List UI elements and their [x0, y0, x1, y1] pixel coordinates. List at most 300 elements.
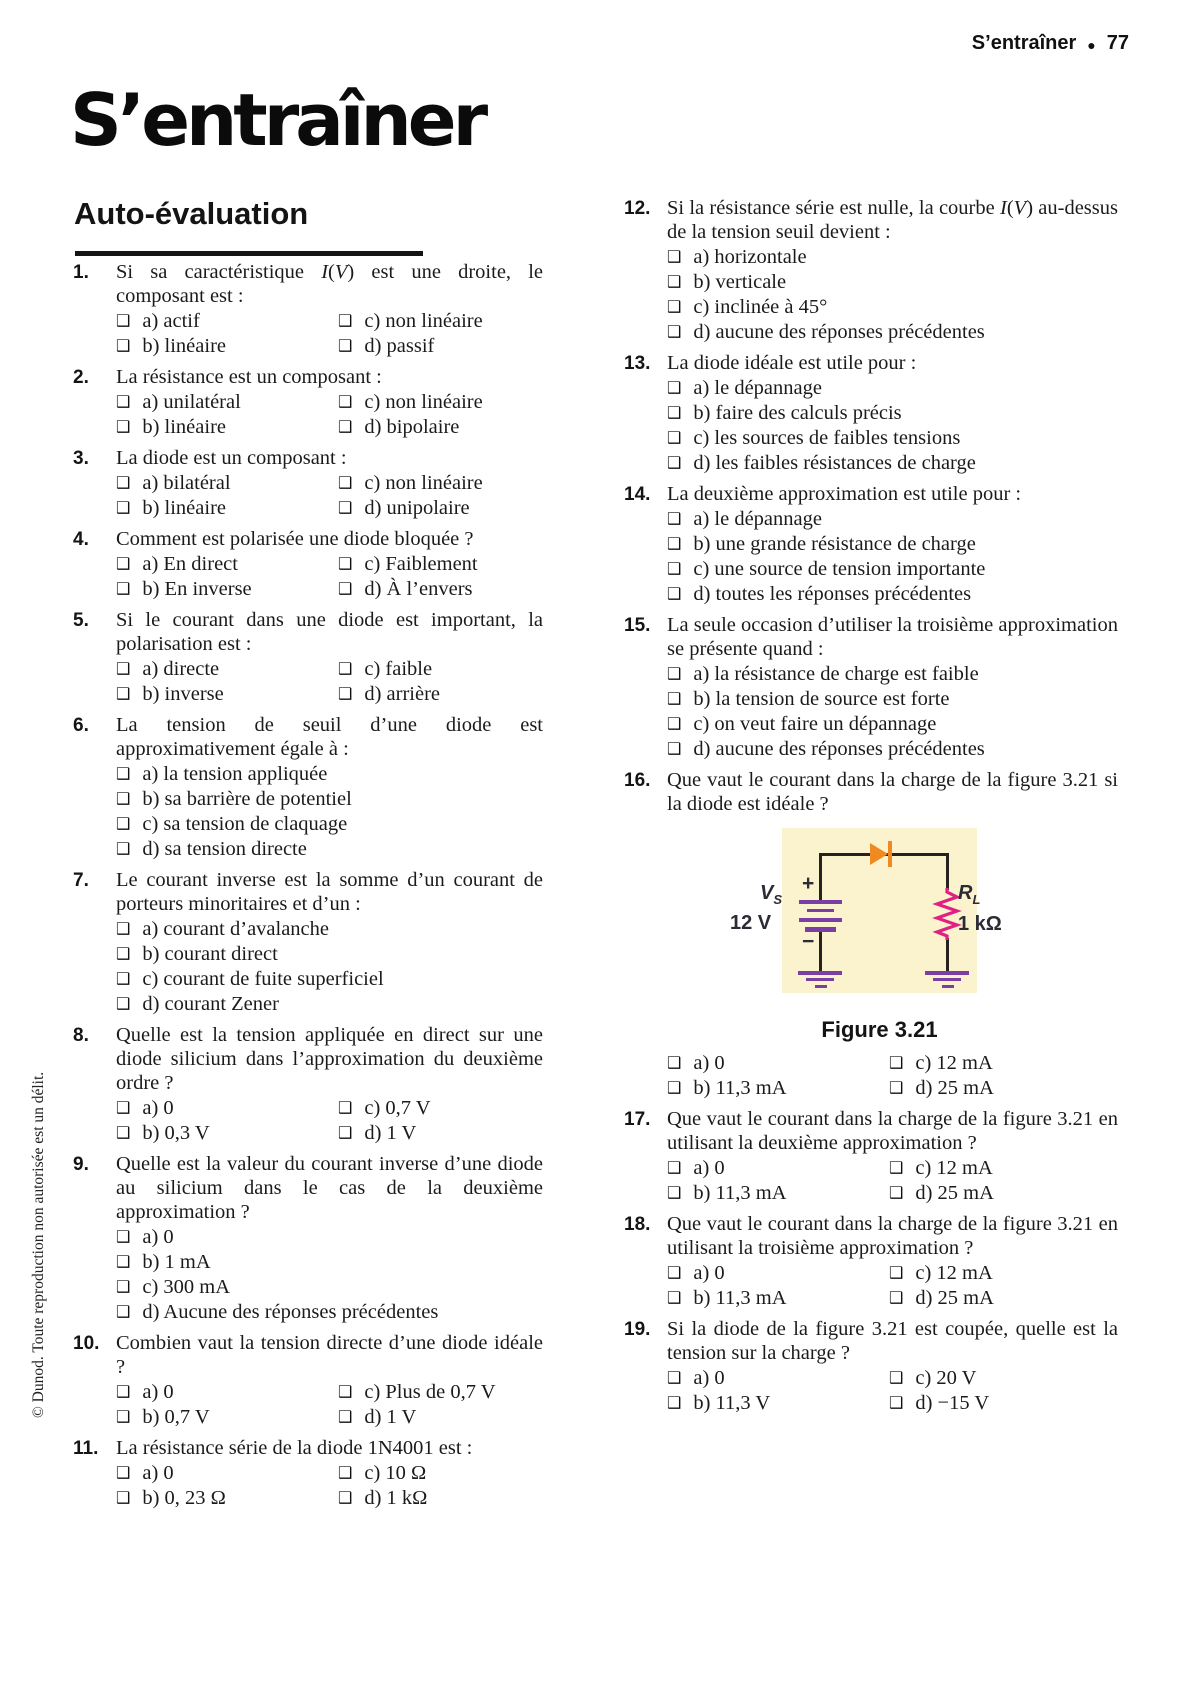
- answer-label: d) bipolaire: [364, 416, 460, 438]
- question-number: 16.: [624, 770, 651, 791]
- checkbox-icon[interactable]: ❑: [116, 579, 131, 598]
- answer-option: [889, 1261, 1118, 1286]
- page-title: S’entraîner: [70, 78, 485, 162]
- diode-cathode-bar: [888, 841, 892, 867]
- answer-label: d) 1 kΩ: [364, 1487, 428, 1509]
- question-text: La résistance est un composant :: [116, 366, 382, 388]
- answer-label: a) courant d’avalanche: [142, 918, 330, 940]
- answer-label: d) 25 mA: [915, 1287, 994, 1309]
- question-text: Le courant inverse est la somme d’un courant de porteurs minoritaires et d’un :: [116, 869, 543, 915]
- ground-icon: [933, 978, 961, 981]
- checkbox-icon[interactable]: ❑: [667, 509, 682, 528]
- answer-label: c) Plus de 0,7 V: [364, 1381, 496, 1403]
- question-number: 7.: [73, 870, 89, 891]
- answer-option: [667, 737, 1118, 762]
- answer-label: b) faire des calculs précis: [693, 402, 902, 424]
- answer-option: [116, 787, 543, 812]
- answer-list: [116, 762, 543, 862]
- answer-option: [889, 1181, 1118, 1206]
- left-column: [73, 260, 543, 1517]
- checkbox-icon[interactable]: ❑: [116, 684, 131, 703]
- checkbox-icon[interactable]: ❑: [667, 453, 682, 472]
- checkbox-icon[interactable]: ❑: [667, 534, 682, 553]
- checkbox-icon[interactable]: ❑: [889, 1078, 904, 1097]
- answer-label: a) la tension appliquée: [142, 763, 328, 785]
- answer-label: d) aucune des réponses précédentes: [693, 321, 985, 343]
- question-item: [73, 446, 543, 521]
- answer-option: [116, 812, 543, 837]
- checkbox-icon[interactable]: ❑: [338, 311, 353, 330]
- question-item: [624, 1212, 1118, 1311]
- answer-option: [116, 1380, 338, 1405]
- figure-caption: Figure 3.21: [821, 1017, 938, 1042]
- checkbox-icon[interactable]: ❑: [889, 1183, 904, 1202]
- question-text: Quelle est la valeur du courant inverse d’une diode au silicium dans le cas de la deuxième approximation ?: [116, 1153, 543, 1223]
- answer-option: [667, 270, 1118, 295]
- answer-label: a) horizontale: [693, 246, 807, 268]
- answer-label: c) 12 mA: [915, 1262, 993, 1284]
- checkbox-icon[interactable]: ❑: [667, 559, 682, 578]
- answer-label: a) bilatéral: [142, 472, 231, 494]
- answer-label: b) la tension de source est forte: [693, 688, 950, 710]
- answer-label: a) la résistance de charge est faible: [693, 663, 979, 685]
- answer-label: a) unilatéral: [142, 391, 241, 413]
- answer-label: d) toutes les réponses précédentes: [693, 583, 972, 605]
- answer-option: [116, 1275, 543, 1300]
- answer-label: d) unipolaire: [364, 497, 470, 519]
- answer-label: c) non linéaire: [364, 472, 483, 494]
- answer-label: d) passif: [364, 335, 435, 357]
- ground-icon: [925, 971, 969, 975]
- checkbox-icon[interactable]: ❑: [338, 1463, 353, 1482]
- answer-label: d) Aucune des réponses précédentes: [142, 1301, 439, 1323]
- answer-option: [667, 245, 1118, 270]
- answer-option: [667, 1391, 889, 1416]
- answer-list: [667, 1366, 1118, 1416]
- question-text: Que vaut le courant dans la charge de la figure 3.21 en utilisant la deuxième approximation ?: [667, 1108, 1118, 1154]
- answer-label: c) 0,7 V: [364, 1097, 431, 1119]
- question-number: 9.: [73, 1154, 89, 1175]
- checkbox-icon[interactable]: ❑: [889, 1158, 904, 1177]
- checkbox-icon[interactable]: ❑: [116, 1252, 131, 1271]
- answer-option: [116, 1250, 543, 1275]
- answer-option: [338, 657, 543, 682]
- answer-label: c) faible: [364, 658, 433, 680]
- answer-label: a) En direct: [142, 553, 238, 575]
- answer-option: [116, 1225, 543, 1250]
- checkbox-icon[interactable]: ❑: [116, 1098, 131, 1117]
- checkbox-icon[interactable]: ❑: [116, 659, 131, 678]
- answer-option: [338, 552, 543, 577]
- checkbox-icon[interactable]: ❑: [338, 554, 353, 573]
- answer-label: a) actif: [142, 310, 200, 332]
- checkbox-icon[interactable]: ❑: [338, 336, 353, 355]
- question-text: La diode idéale est utile pour :: [667, 352, 917, 374]
- checkbox-icon[interactable]: ❑: [116, 944, 131, 963]
- checkbox-icon[interactable]: ❑: [116, 789, 131, 808]
- checkbox-icon[interactable]: ❑: [116, 969, 131, 988]
- answer-option: [667, 320, 1118, 345]
- checkbox-icon[interactable]: ❑: [338, 1488, 353, 1507]
- question-number: 14.: [624, 484, 651, 505]
- question-item: [624, 613, 1118, 762]
- checkbox-icon[interactable]: ❑: [667, 1263, 682, 1282]
- checkbox-icon[interactable]: ❑: [116, 919, 131, 938]
- answer-option: [116, 1096, 338, 1121]
- answer-label: b) 11,3 mA: [693, 1287, 787, 1309]
- question-text: La seule occasion d’utiliser la troisième approximation se présente quand :: [667, 614, 1118, 660]
- question-number: 19.: [624, 1319, 651, 1340]
- checkbox-icon[interactable]: ❑: [116, 1407, 131, 1426]
- checkbox-icon[interactable]: ❑: [338, 684, 353, 703]
- question-text: Quelle est la tension appliquée en direct sur une diode silicium dans l’approximation du deuxième ordre ?: [116, 1024, 543, 1094]
- question-item: [624, 196, 1118, 345]
- battery-plate: [807, 909, 834, 912]
- question-text: La tension de seuil d’une diode est approximativement égale à :: [116, 714, 543, 760]
- checkbox-icon[interactable]: ❑: [889, 1368, 904, 1387]
- question-text: La deuxième approximation est utile pour :: [667, 483, 1022, 505]
- answer-option: [116, 1405, 338, 1430]
- question-item: [73, 608, 543, 707]
- ground-icon: [806, 978, 834, 981]
- answer-option: [667, 662, 1118, 687]
- checkbox-icon[interactable]: ❑: [338, 417, 353, 436]
- answer-option: [667, 1366, 889, 1391]
- answer-list: [667, 376, 1118, 476]
- answer-option: [116, 471, 338, 496]
- answer-option: [338, 577, 543, 602]
- answer-option: [116, 552, 338, 577]
- question-item: [73, 1331, 543, 1430]
- answer-option: [667, 507, 1118, 532]
- checkbox-icon[interactable]: ❑: [338, 1123, 353, 1142]
- load-resistor-label: $R_L$: [958, 882, 981, 907]
- source-voltage-value: 12 V: [730, 912, 772, 934]
- question-text: Si le courant dans une diode est important, la polarisation est :: [116, 609, 543, 655]
- answer-list: [116, 1380, 543, 1430]
- answer-label: b) 11,3 V: [693, 1392, 771, 1414]
- answer-label: a) 0: [693, 1367, 725, 1389]
- answer-option: [116, 309, 338, 334]
- checkbox-icon[interactable]: ❑: [338, 1098, 353, 1117]
- answer-option: [667, 295, 1118, 320]
- checkbox-icon[interactable]: ❑: [116, 994, 131, 1013]
- answer-label: b) inverse: [142, 683, 224, 705]
- answer-option: [338, 471, 543, 496]
- checkbox-icon[interactable]: ❑: [667, 403, 682, 422]
- checkbox-icon[interactable]: ❑: [338, 498, 353, 517]
- battery-plate: [799, 900, 842, 904]
- answer-option: [338, 1405, 543, 1430]
- answer-label: c) non linéaire: [364, 391, 483, 413]
- battery-plate: [799, 918, 842, 922]
- diode-icon: [870, 843, 888, 865]
- answer-option: [338, 1380, 543, 1405]
- checkbox-icon[interactable]: ❑: [338, 1382, 353, 1401]
- question-item: [624, 351, 1118, 476]
- answer-list: [116, 390, 543, 440]
- question-item: [73, 868, 543, 1017]
- checkbox-icon[interactable]: ❑: [667, 428, 682, 447]
- answer-option: [667, 1076, 889, 1101]
- checkbox-icon[interactable]: ❑: [667, 272, 682, 291]
- running-header-label: S’entraîner: [971, 32, 1077, 54]
- ground-icon: [815, 985, 827, 988]
- answer-option: [338, 415, 543, 440]
- question-number: 11.: [73, 1438, 99, 1459]
- checkbox-icon[interactable]: ❑: [667, 1078, 682, 1097]
- answer-list: [667, 1261, 1118, 1311]
- checkbox-icon[interactable]: ❑: [338, 1407, 353, 1426]
- answer-option: [116, 657, 338, 682]
- question-item: [624, 1107, 1118, 1206]
- wire-right: [946, 853, 949, 890]
- answer-label: b) 0,7 V: [142, 1406, 210, 1428]
- question-text: Que vaut le courant dans la charge de la figure 3.21 si la diode est idéale ?: [667, 769, 1118, 815]
- ground-icon: [798, 971, 842, 975]
- wire-right-lower: [946, 938, 949, 973]
- question-number: 15.: [624, 615, 651, 636]
- checkbox-icon[interactable]: ❑: [116, 1463, 131, 1482]
- answer-list: [667, 1051, 1118, 1101]
- answer-label: b) verticale: [693, 271, 787, 293]
- section-heading: Auto-évaluation: [74, 196, 309, 231]
- figure-3-21: [667, 828, 1118, 1043]
- wire-left-lower: [819, 932, 822, 973]
- checkbox-icon[interactable]: ❑: [116, 1382, 131, 1401]
- answer-option: [116, 967, 543, 992]
- checkbox-icon[interactable]: ❑: [667, 664, 682, 683]
- answer-option: [667, 376, 1118, 401]
- question-item: [73, 1023, 543, 1146]
- answer-label: b) 11,3 mA: [693, 1077, 787, 1099]
- answer-label: d) −15 V: [915, 1392, 990, 1414]
- answer-label: c) inclinée à 45°: [693, 296, 828, 318]
- answer-label: a) 0: [142, 1226, 174, 1248]
- answer-option: [338, 682, 543, 707]
- answer-option: [116, 334, 338, 359]
- battery-minus-label: −: [802, 930, 815, 953]
- checkbox-icon[interactable]: ❑: [338, 392, 353, 411]
- wire-left: [819, 853, 822, 900]
- question-item: [624, 768, 1118, 1101]
- checkbox-icon[interactable]: ❑: [889, 1393, 904, 1412]
- answer-option: [889, 1366, 1118, 1391]
- question-number: 13.: [624, 353, 651, 374]
- answer-label: c) courant de fuite superficiel: [142, 968, 384, 990]
- answer-option: [338, 1461, 543, 1486]
- question-item: [624, 1317, 1118, 1416]
- answer-label: c) sa tension de claquage: [142, 813, 348, 835]
- checkbox-icon[interactable]: ❑: [667, 1158, 682, 1177]
- checkbox-icon[interactable]: ❑: [667, 297, 682, 316]
- answer-label: b) sa barrière de potentiel: [142, 788, 352, 810]
- answer-option: [667, 687, 1118, 712]
- answer-label: d) 1 V: [364, 1406, 417, 1428]
- checkbox-icon[interactable]: ❑: [667, 1393, 682, 1412]
- checkbox-icon[interactable]: ❑: [889, 1053, 904, 1072]
- answer-list: [667, 507, 1118, 607]
- answer-option: [338, 1486, 543, 1511]
- question-text: Comment est polarisée une diode bloquée ?: [116, 528, 474, 550]
- answer-option: [667, 451, 1118, 476]
- checkbox-icon[interactable]: ❑: [667, 1183, 682, 1202]
- answer-label: b) linéaire: [142, 335, 227, 357]
- checkbox-icon[interactable]: ❑: [116, 1488, 131, 1507]
- answer-label: d) 25 mA: [915, 1077, 994, 1099]
- load-resistor-value: 1 kΩ: [958, 913, 1002, 935]
- checkbox-icon[interactable]: ❑: [116, 1277, 131, 1296]
- answer-option: [116, 992, 543, 1017]
- ground-icon: [942, 985, 954, 988]
- answer-option: [116, 682, 338, 707]
- checkbox-icon[interactable]: ❑: [338, 659, 353, 678]
- question-item: [73, 713, 543, 862]
- answer-option: [116, 390, 338, 415]
- bullet-icon: ●: [1087, 36, 1096, 53]
- checkbox-icon[interactable]: ❑: [116, 1227, 131, 1246]
- source-voltage-label: $V_S$: [760, 882, 783, 907]
- question-item: [73, 1436, 543, 1511]
- checkbox-icon[interactable]: ❑: [116, 1302, 131, 1321]
- answer-option: [338, 1121, 543, 1146]
- answer-option: [889, 1076, 1118, 1101]
- checkbox-icon[interactable]: ❑: [889, 1288, 904, 1307]
- answer-label: b) une grande résistance de charge: [693, 533, 976, 555]
- checkbox-icon[interactable]: ❑: [116, 554, 131, 573]
- answer-label: d) aucune des réponses précédentes: [693, 738, 985, 760]
- checkbox-icon[interactable]: ❑: [889, 1263, 904, 1282]
- answer-label: c) 300 mA: [142, 1276, 231, 1298]
- checkbox-icon[interactable]: ❑: [116, 336, 131, 355]
- question-number: 3.: [73, 448, 89, 469]
- right-column: [624, 196, 1118, 1422]
- question-number: 12.: [624, 198, 651, 219]
- running-header: [972, 32, 1129, 55]
- question-number: 18.: [624, 1214, 651, 1235]
- checkbox-icon[interactable]: ❑: [116, 814, 131, 833]
- checkbox-icon[interactable]: ❑: [116, 839, 131, 858]
- answer-label: d) courant Zener: [142, 993, 279, 1015]
- answer-label: a) le dépannage: [693, 377, 822, 399]
- answer-option: [338, 309, 543, 334]
- question-text: La résistance série de la diode 1N4001 est :: [116, 1437, 473, 1459]
- answer-option: [116, 1121, 338, 1146]
- checkbox-icon[interactable]: ❑: [667, 689, 682, 708]
- answer-label: c) 12 mA: [915, 1157, 993, 1179]
- question-number: 8.: [73, 1025, 89, 1046]
- answer-option: [667, 1286, 889, 1311]
- answer-label: c) une source de tension importante: [693, 558, 986, 580]
- battery-plus-label: +: [802, 872, 815, 895]
- answer-option: [116, 496, 338, 521]
- answer-option: [116, 577, 338, 602]
- answer-label: d) 25 mA: [915, 1182, 994, 1204]
- question-number: 4.: [73, 529, 89, 550]
- answer-label: c) les sources de faibles tensions: [693, 427, 961, 449]
- checkbox-icon[interactable]: ❑: [116, 498, 131, 517]
- checkbox-icon[interactable]: ❑: [116, 311, 131, 330]
- answer-label: c) 10 Ω: [364, 1462, 427, 1484]
- answer-list: [116, 1461, 543, 1511]
- answer-label: a) 0: [142, 1462, 174, 1484]
- answer-option: [338, 1096, 543, 1121]
- answer-option: [667, 712, 1118, 737]
- checkbox-icon[interactable]: ❑: [667, 714, 682, 733]
- checkbox-icon[interactable]: ❑: [667, 1053, 682, 1072]
- answer-list: [116, 309, 543, 359]
- answer-option: [889, 1286, 1118, 1311]
- answer-label: a) le dépannage: [693, 508, 822, 530]
- checkbox-icon[interactable]: ❑: [667, 378, 682, 397]
- answer-label: b) 0,3 V: [142, 1122, 210, 1144]
- answer-option: [667, 582, 1118, 607]
- answer-list: [667, 245, 1118, 345]
- answer-list: [116, 1096, 543, 1146]
- question-text: La diode est un composant :: [116, 447, 347, 469]
- checkbox-icon[interactable]: ❑: [338, 579, 353, 598]
- page-number: 77: [1106, 32, 1129, 54]
- checkbox-icon[interactable]: ❑: [116, 473, 131, 492]
- checkbox-icon[interactable]: ❑: [667, 1288, 682, 1307]
- checkbox-icon[interactable]: ❑: [116, 392, 131, 411]
- answer-option: [667, 1181, 889, 1206]
- answer-label: c) Faiblement: [364, 553, 478, 575]
- answer-list: [116, 1225, 543, 1325]
- answer-label: b) 1 mA: [142, 1251, 211, 1273]
- answer-list: [116, 552, 543, 602]
- section-rule: [75, 251, 423, 256]
- question-item: [73, 365, 543, 440]
- checkbox-icon[interactable]: ❑: [667, 739, 682, 758]
- checkbox-icon[interactable]: ❑: [116, 417, 131, 436]
- checkbox-icon[interactable]: ❑: [338, 473, 353, 492]
- answer-label: c) 12 mA: [915, 1052, 993, 1074]
- answer-label: b) En inverse: [142, 578, 252, 600]
- checkbox-icon[interactable]: ❑: [667, 247, 682, 266]
- question-number: 10.: [73, 1333, 100, 1354]
- checkbox-icon[interactable]: ❑: [667, 1368, 682, 1387]
- question-number: 2.: [73, 367, 89, 388]
- checkbox-icon[interactable]: ❑: [667, 584, 682, 603]
- question-number: 17.: [624, 1109, 651, 1130]
- circuit-diagram: [730, 828, 1002, 993]
- answer-list: [667, 1156, 1118, 1206]
- answer-option: [116, 1486, 338, 1511]
- answer-option: [667, 532, 1118, 557]
- answer-label: c) on veut faire un dépannage: [693, 713, 937, 735]
- question-number: 6.: [73, 715, 89, 736]
- answer-option: [667, 1261, 889, 1286]
- answer-label: a) 0: [693, 1262, 725, 1284]
- answer-option: [889, 1391, 1118, 1416]
- answer-label: b) linéaire: [142, 416, 227, 438]
- answer-option: [667, 426, 1118, 451]
- answer-label: b) 0, 23 Ω: [142, 1487, 226, 1509]
- answer-option: [116, 942, 543, 967]
- question-item: [624, 482, 1118, 607]
- checkbox-icon[interactable]: ❑: [667, 322, 682, 341]
- question-text: Si la résistance série est nulle, la courbe I(V) au-dessus de la tension seuil devient :: [667, 197, 1118, 243]
- answer-option: [338, 496, 543, 521]
- answer-option: [667, 557, 1118, 582]
- answer-label: b) courant direct: [142, 943, 278, 965]
- checkbox-icon[interactable]: ❑: [116, 764, 131, 783]
- question-item: [73, 1152, 543, 1325]
- question-text: Que vaut le courant dans la charge de la figure 3.21 en utilisant la troisième approximation ?: [667, 1213, 1118, 1259]
- checkbox-icon[interactable]: ❑: [116, 1123, 131, 1142]
- answer-label: a) 0: [693, 1052, 725, 1074]
